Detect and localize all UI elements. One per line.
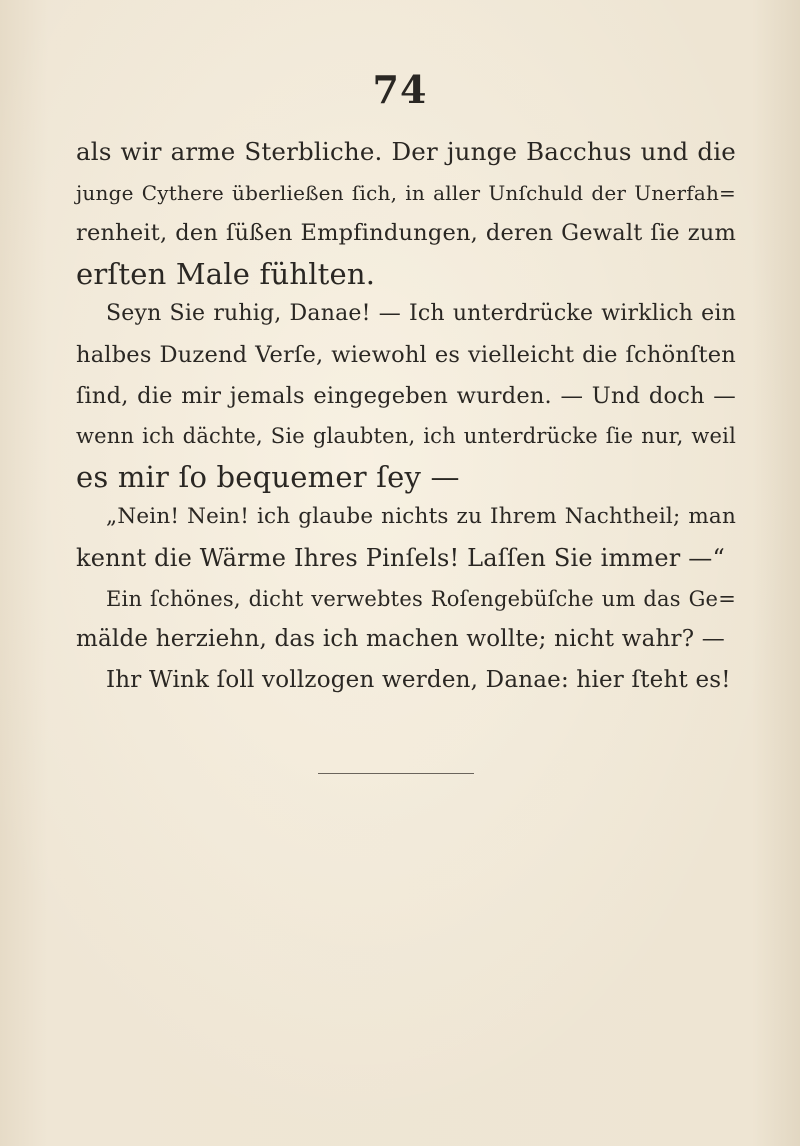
text-line: wenn ich dächte, Sie glaubten, ich unterdrücke ſie nur, weil — [76, 424, 736, 449]
text-line: „Nein! Nein! ich glaube nichts zu Ihrem Nachtheil; man — [106, 504, 736, 530]
text-line: erſten Male fühlten. — [76, 256, 376, 291]
text-line: als wir arme Sterbliche. Der junge Bacchus und die — [76, 137, 736, 166]
text-line: renheit, den ſüßen Empfindungen, deren Gewalt ſie zum — [76, 220, 736, 247]
text-line: ſind, die mir jemals eingegeben wurden. — Und doch — — [76, 382, 736, 409]
body-text — [76, 132, 736, 700]
text-line: Seyn Sie ruhig, Danae! — Ich unterdrücke wirklich ein — [106, 301, 736, 327]
text-line: kennt die Wärme Ihres Pinſels! Laſſen Sie immer —“ — [76, 543, 725, 572]
text-line: junge Cythere überließen ſich, in aller Unſchuld der Unerfah= — [76, 180, 736, 205]
page-number: 74 — [372, 67, 428, 112]
text-line: halbes Duzend Verſe, wiewohl es vielleicht die ſchönſten — [76, 341, 736, 368]
text-line: es mir ſo bequemer ſey — — [76, 459, 460, 494]
text-line: Ein ſchönes, dicht verwebtes Roſengebüſche um das Ge= — [106, 586, 736, 611]
section-divider — [318, 773, 474, 774]
text-line: mälde herziehn, das ich machen wollte; nicht wahr? — — [76, 626, 725, 653]
text-line: Ihr Wink ſoll vollzogen werden, Danae: hier ſteht es! — [106, 666, 731, 693]
